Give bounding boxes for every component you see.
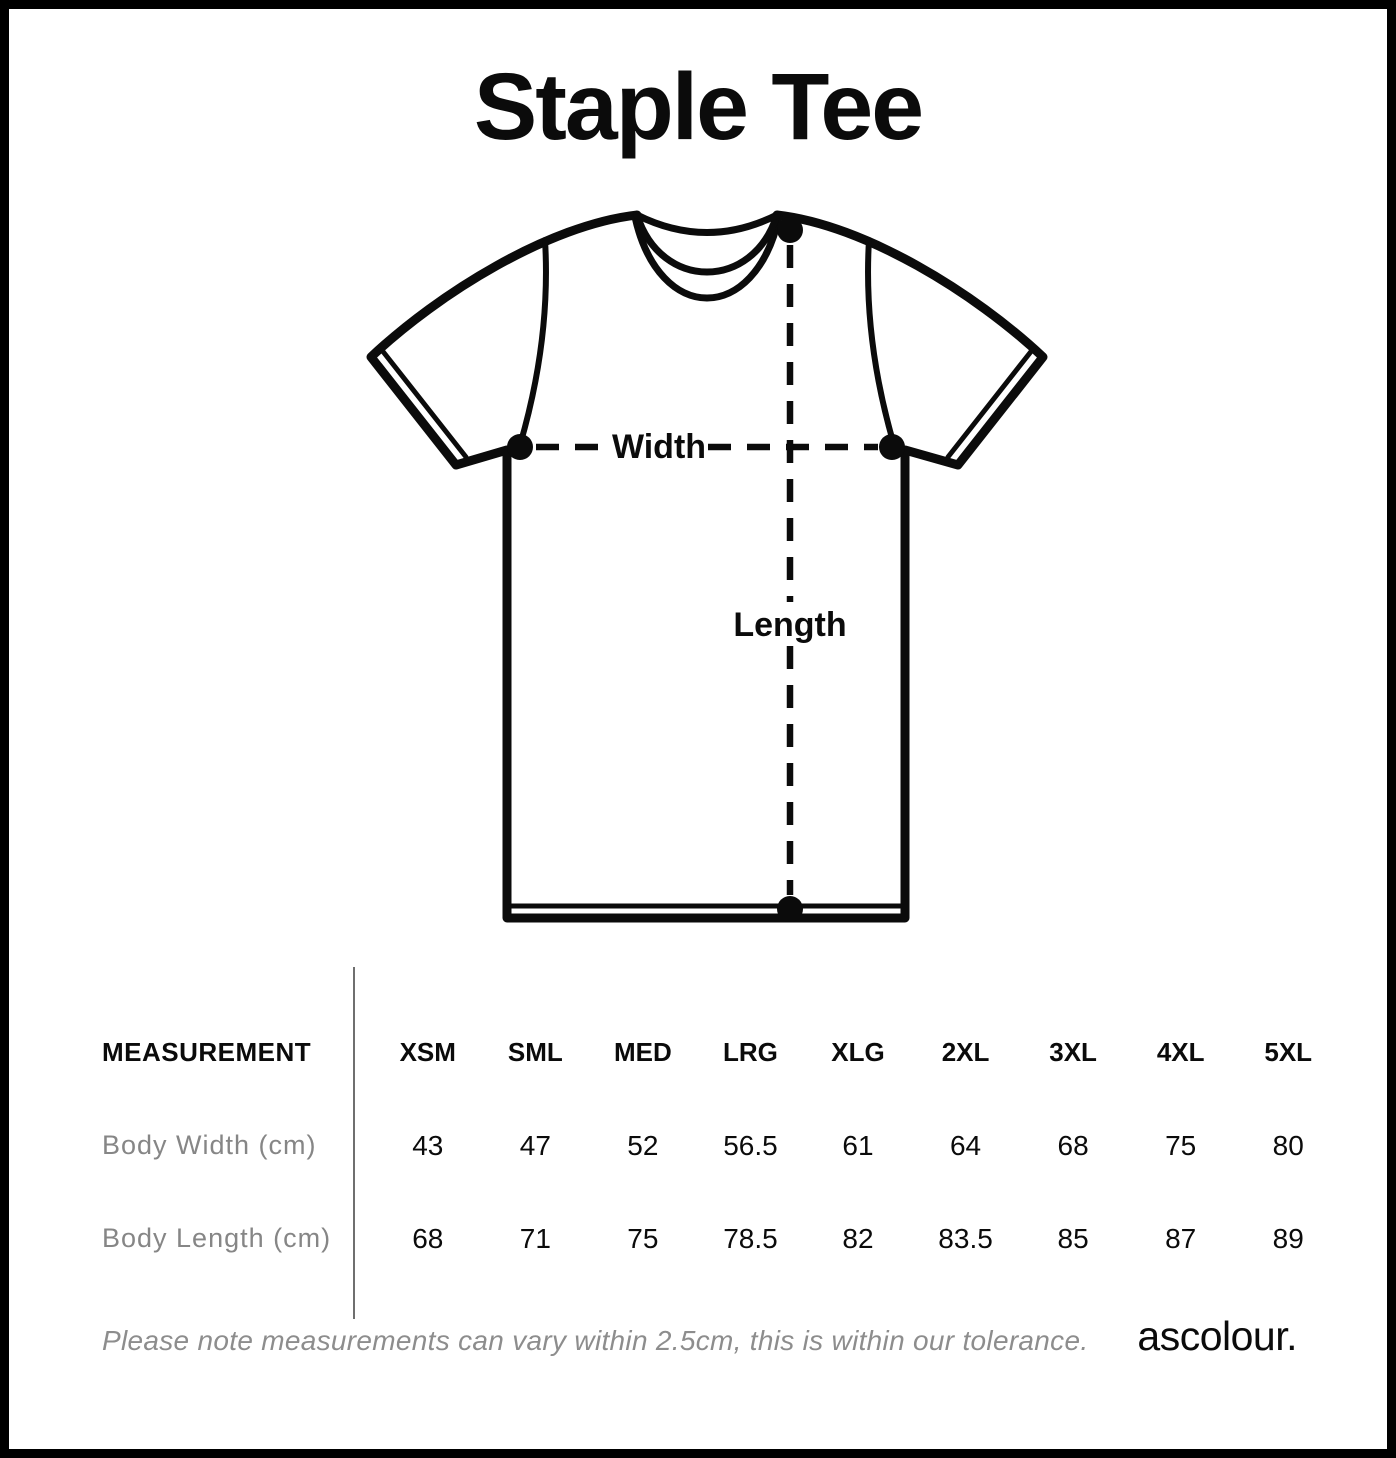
measurement-header: MEASUREMENT: [102, 1037, 312, 1067]
body-width-value: 80: [1272, 1129, 1304, 1161]
body-width-value: 43: [412, 1129, 444, 1161]
body-width-value: 75: [1165, 1129, 1197, 1161]
body-length-value: 85: [1057, 1222, 1089, 1254]
tolerance-note: Please note measurements can vary within 2.5cm, this is within our tolerance.: [102, 1325, 1089, 1356]
row-label-body-width: Body Width (cm): [102, 1130, 317, 1160]
left-cuff-line: [381, 349, 466, 457]
size-header-5xl: 5XL: [1264, 1037, 1313, 1067]
size-header-xlg: XLG: [831, 1037, 885, 1067]
body-width-value: 47: [519, 1129, 551, 1161]
tshirt-outline: [371, 215, 1043, 918]
size-header-med: MED: [613, 1037, 672, 1067]
left-armhole-seam: [520, 240, 546, 445]
tshirt-diagram: [340, 195, 1060, 939]
row-label-body-length: Body Length (cm): [102, 1223, 332, 1253]
size-table: [102, 1006, 1342, 1285]
body-width-value: 56.5: [723, 1129, 778, 1161]
width-label: Width: [611, 428, 707, 466]
body-width-value: 52: [627, 1129, 659, 1161]
size-header-sml: SML: [507, 1037, 563, 1067]
size-header-xsm: XSM: [399, 1037, 456, 1067]
right-cuff-line: [948, 349, 1033, 457]
size-header-2xl: 2XL: [941, 1037, 990, 1067]
size-header-3xl: 3XL: [1049, 1037, 1097, 1067]
left-armpit-measure-point: [507, 434, 533, 460]
body-length-value: 83.5: [938, 1222, 993, 1254]
neck-measure-point: [777, 217, 803, 243]
right-armpit-measure-point: [879, 434, 905, 460]
page-title: Staple Tee: [473, 54, 923, 160]
body-length-value: 78.5: [723, 1222, 778, 1254]
brand-logo: ascolour.: [1137, 1313, 1297, 1359]
body-length-value: 68: [412, 1222, 444, 1254]
size-header-lrg: LRG: [722, 1037, 778, 1067]
length-label: Length: [733, 606, 847, 644]
body-length-value: 87: [1165, 1222, 1197, 1254]
body-length-value: 71: [519, 1222, 551, 1254]
body-width-value: 61: [842, 1129, 874, 1161]
hem-measure-point: [777, 896, 803, 922]
body-width-value: 68: [1057, 1129, 1089, 1161]
body-length-value: 75: [627, 1222, 659, 1254]
right-armhole-seam: [868, 240, 894, 445]
body-length-value: 89: [1272, 1222, 1304, 1254]
body-width-value: 64: [949, 1129, 982, 1161]
size-header-4xl: 4XL: [1156, 1037, 1205, 1067]
collar-back-curve: [637, 215, 777, 233]
body-length-value: 82: [842, 1222, 874, 1254]
